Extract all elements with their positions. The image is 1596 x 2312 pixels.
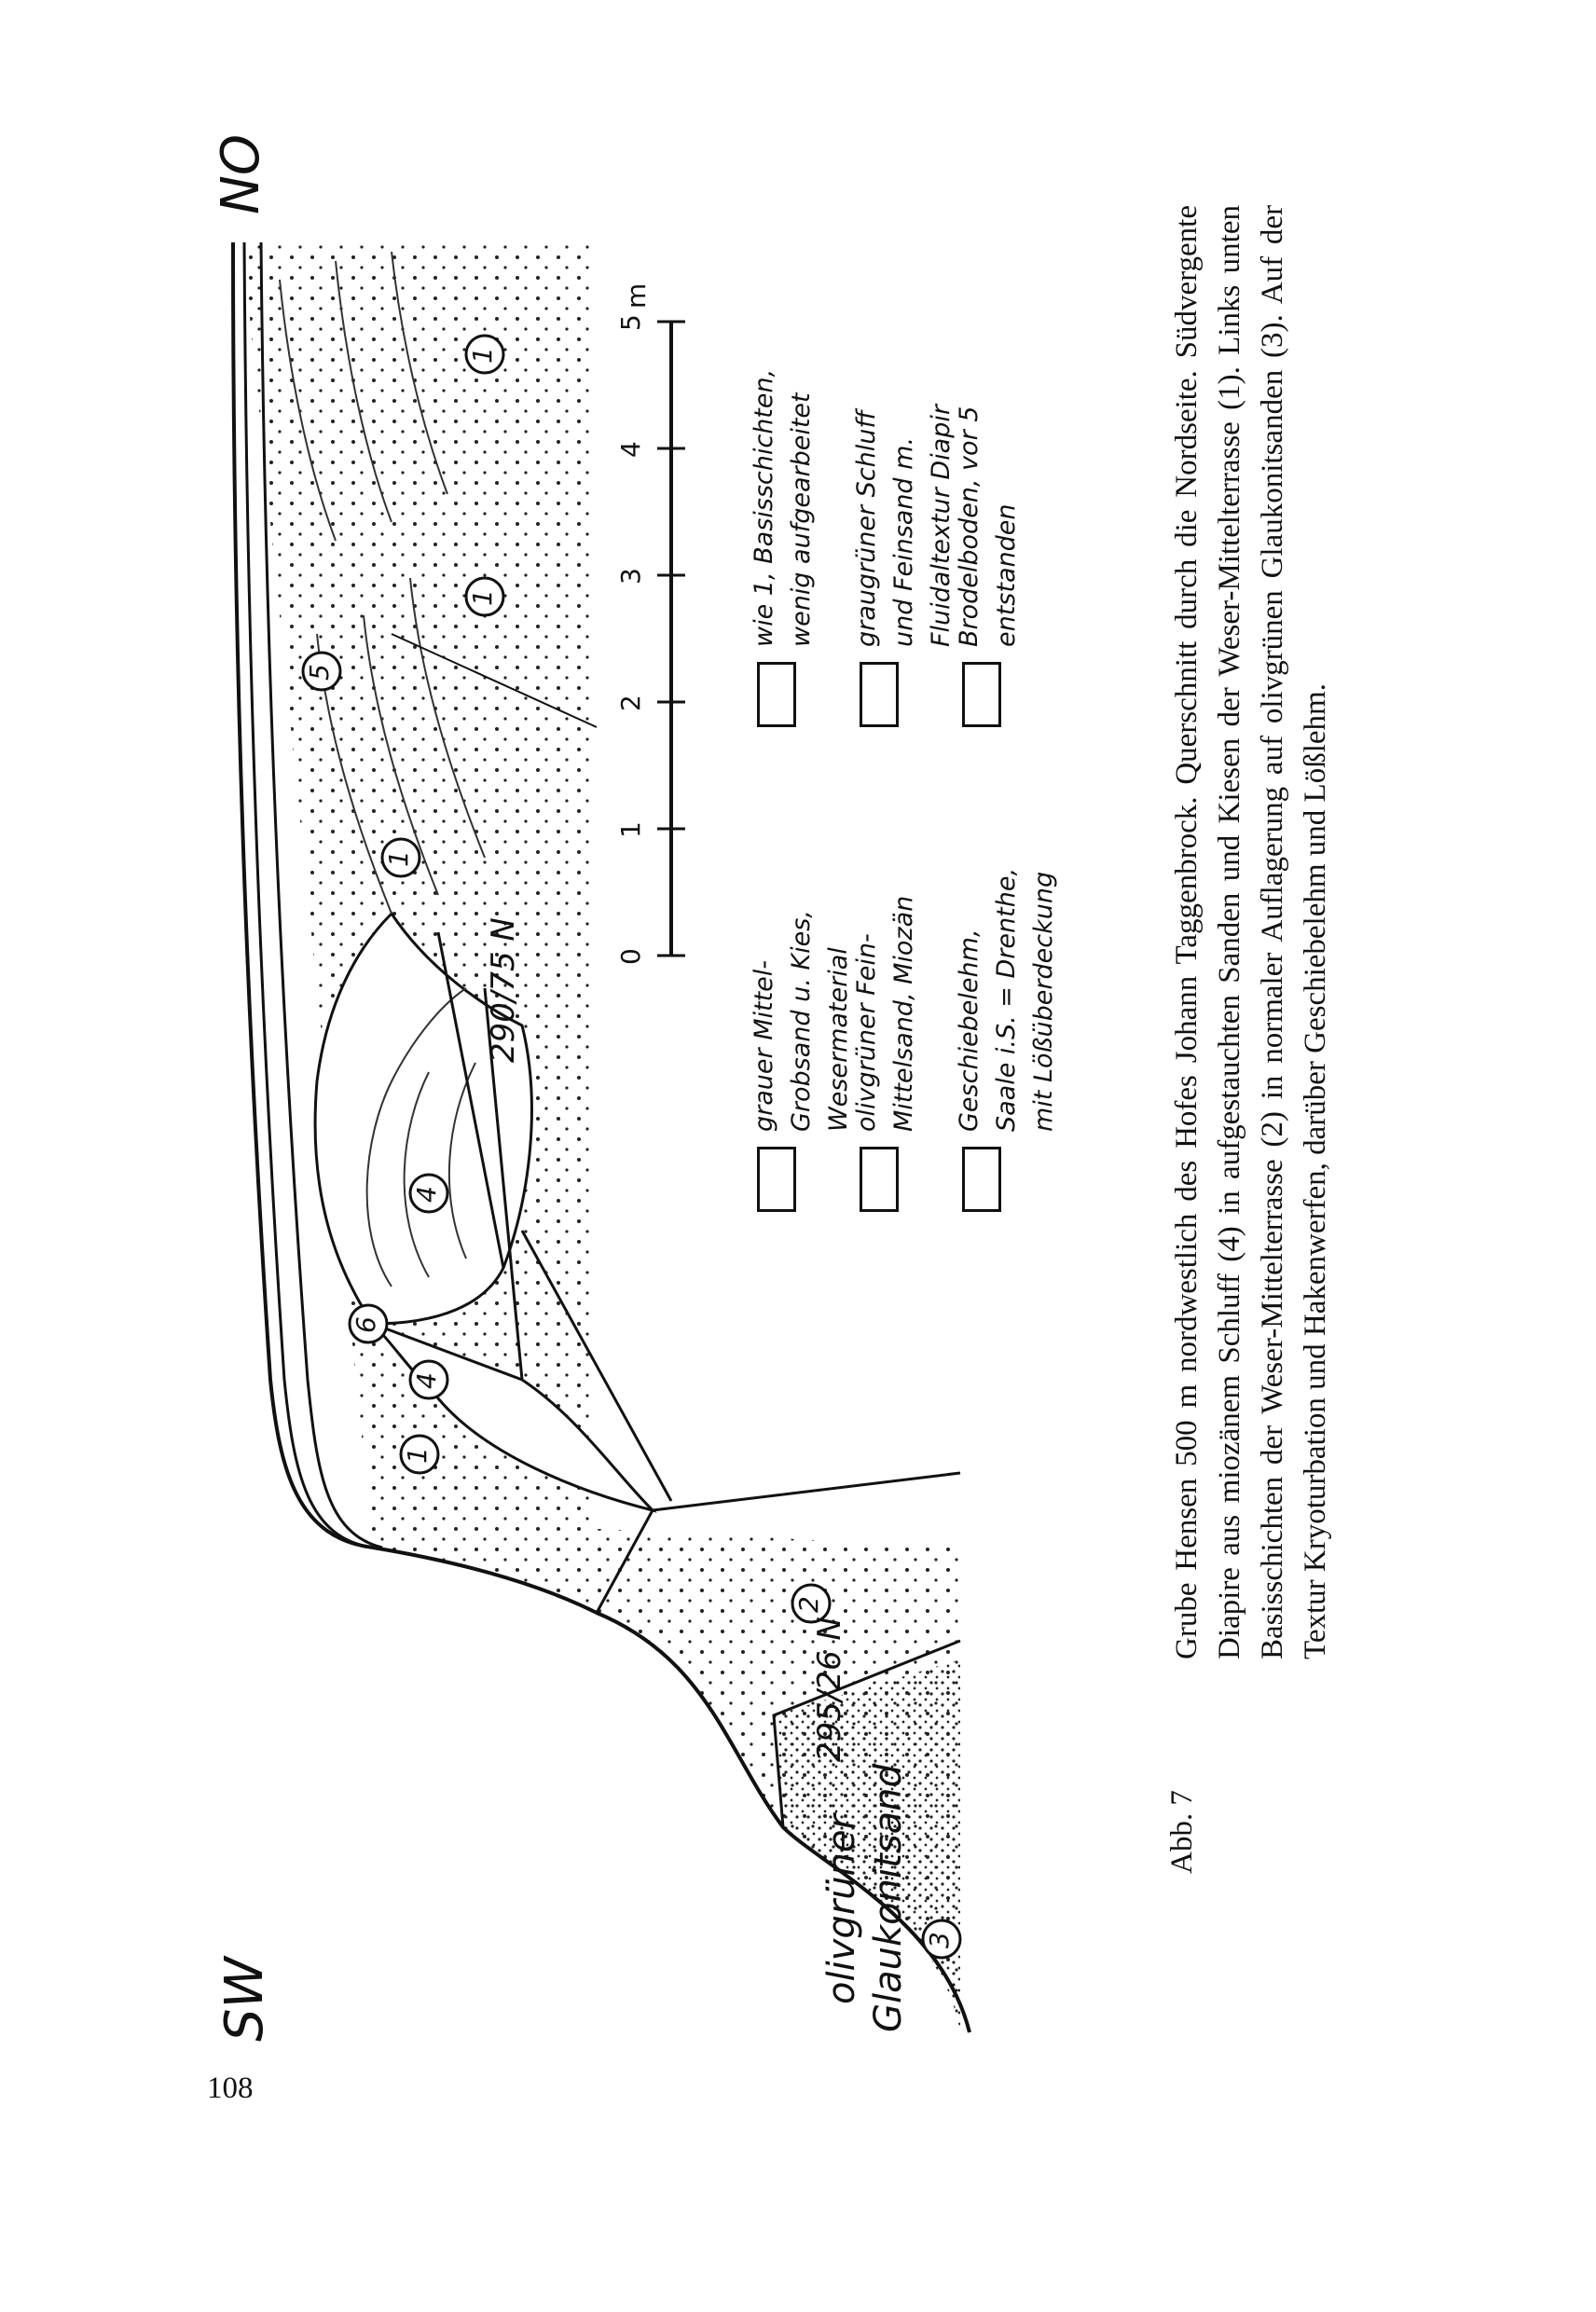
unit-label-4a: 4 bbox=[411, 1372, 442, 1389]
unit-label-1c: 1 bbox=[467, 589, 498, 606]
legend-symbol bbox=[757, 662, 796, 727]
scale-tick-5: 5 bbox=[615, 314, 646, 331]
legend-text: olivgrüner Fein-Mittelsand, Miozän bbox=[852, 895, 918, 1132]
legend-text: graugrüner Schluff und Feinsand m. Fluidaltextur Diapir bbox=[852, 405, 956, 647]
legend-text: grauer Mittel-Grobsand u. Kies, Wesermaterial bbox=[750, 910, 853, 1132]
formation-label-line1: olivgrüner bbox=[820, 1814, 863, 2004]
unit-label-2: 2 bbox=[793, 1596, 824, 1613]
legend-text: Brodelboden, vor 5 entstanden bbox=[955, 406, 1021, 647]
legend-symbol bbox=[757, 1147, 796, 1212]
unit-label-6: 6 bbox=[351, 1316, 381, 1333]
scale-tick-2: 2 bbox=[615, 695, 646, 711]
scale-unit: m bbox=[621, 282, 652, 309]
dip-label-a: 295/26 N bbox=[811, 1617, 848, 1762]
scale-tick-0: 0 bbox=[615, 948, 646, 965]
caption-label: Abb. 7 bbox=[1165, 1790, 1199, 1874]
legend-text: wie 1, Basisschichten, wenig aufgearbeitet bbox=[750, 368, 816, 647]
unit-label-1d: 1 bbox=[467, 347, 498, 364]
scale-bar bbox=[615, 275, 709, 965]
unit-label-1b: 1 bbox=[383, 850, 414, 867]
formation-label-line2: Glaukonitsand bbox=[867, 1764, 910, 2032]
page-number: 108 bbox=[207, 2071, 254, 2105]
legend-symbol bbox=[962, 662, 1001, 727]
direction-label-sw: SW bbox=[214, 1957, 275, 2042]
dip-label-b: 290/75 N bbox=[485, 917, 522, 1063]
direction-label-no: NO bbox=[211, 134, 271, 214]
scale-tick-1: 1 bbox=[615, 821, 646, 838]
unit-label-5: 5 bbox=[304, 664, 335, 681]
unit-label-4b: 4 bbox=[411, 1186, 442, 1203]
scale-tick-3: 3 bbox=[615, 568, 646, 585]
legend bbox=[746, 270, 1058, 1212]
legend-symbol bbox=[860, 1147, 899, 1212]
unit-label-1a: 1 bbox=[402, 1447, 433, 1464]
legend-symbol bbox=[962, 1147, 1001, 1212]
scale-tick-4: 4 bbox=[615, 441, 646, 458]
legend-text: Geschiebelehm, Saale i.S. = Drenthe, mit Lößüberdeckung bbox=[955, 867, 1058, 1132]
caption-text: Grube Hensen 500 m nordwestlich des Hofes Johann Taggenbrock. Querschnitt durch die Nordseite. Südvergente Diapire aus miozänem Schluff (4) in aufgestauchten Sanden und Kiesen der Weser-Mittelterrasse (1). Links unten Basisschichten der Weser-Mittelterrasse (2) in normaler Auflagerung auf olivgrünen Glaukonitsanden (3). Auf der Textur Kryoturbation und Hakenwerfen, darüber Geschiebelehm und Lößlehm. bbox=[1170, 205, 1332, 1659]
legend-symbol bbox=[860, 662, 899, 727]
unit-label-3: 3 bbox=[924, 1932, 955, 1948]
